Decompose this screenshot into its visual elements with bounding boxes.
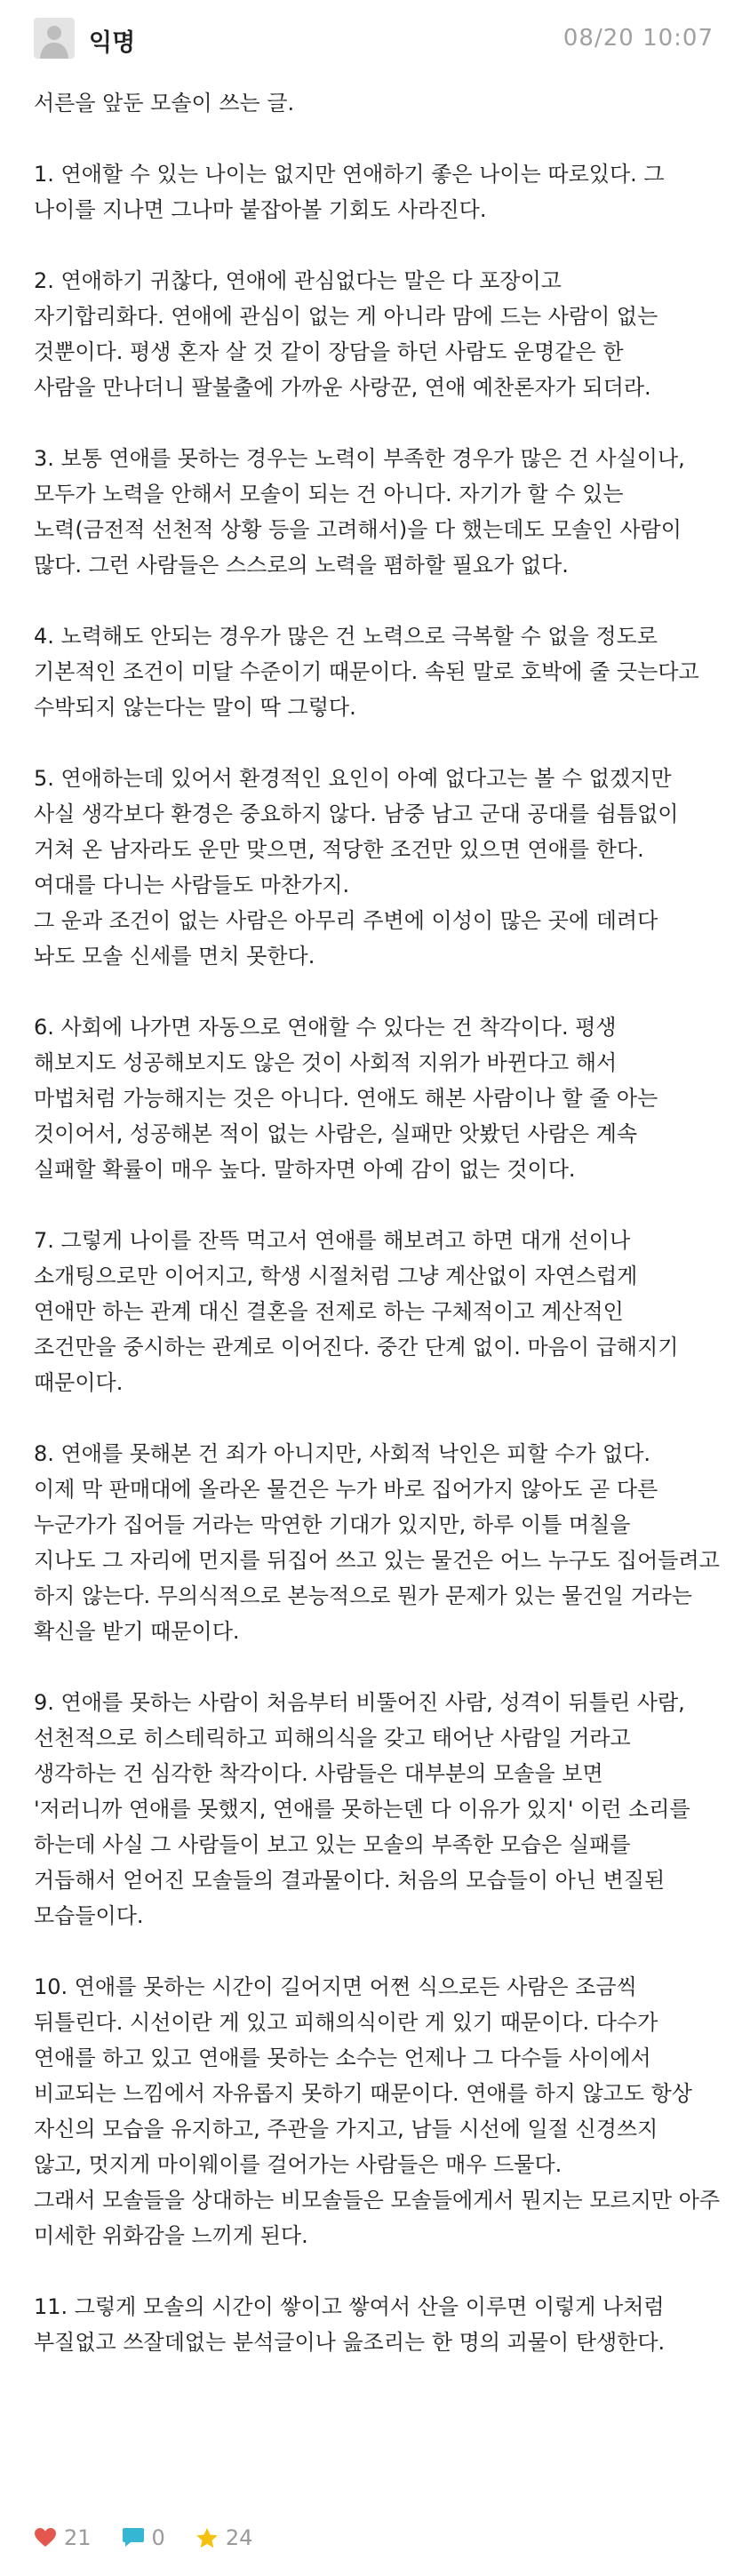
post-text-line: '저러니까 연애를 못했지, 연애를 못하는덴 다 이유가 있지' 이런 소리를 (34, 1797, 690, 1822)
post-text-line: 연애를 하고 있고 연애를 못하는 소수는 언제나 그 다수들 사이에서 (34, 2046, 651, 2070)
post-text-line: 그래서 모솔들을 상대하는 비모솔들은 모솔들에게서 뭔지는 모르지만 아주 (34, 2188, 721, 2213)
post-text-line: 사람을 만나더니 팔불출에 가까운 사랑꾼, 연애 예찬론자가 되더라. (34, 375, 651, 400)
post-text-line: 생각하는 건 심각한 착각이다. 사람들은 대부분의 모솔을 보면 (34, 1761, 603, 1786)
author-name: 익명 (89, 29, 136, 57)
post-text-line: 기본적인 조건이 미달 수준이기 때문이다. 속된 말로 호박에 줄 긋는다고 (34, 659, 699, 684)
post-text-line: 1. 연애할 수 있는 나이는 없지만 연애하기 좋은 나이는 따로있다. 그 (34, 162, 665, 187)
post-paragraph (34, 1436, 718, 1649)
post-text-line: 사실 생각보다 환경은 중요하지 않다. 남중 남고 군대 공대를 쉼틈없이 (34, 802, 679, 826)
post-text-line: 선천적으로 히스테릭하고 피해의식을 갖고 태어난 사람일 거라고 (34, 1726, 631, 1751)
post-text-line: 마법처럼 가능해지는 것은 아니다. 연애도 해본 사람이나 할 줄 아는 (34, 1086, 658, 1111)
post-text-line: 연애만 하는 관계 대신 결혼을 전제로 하는 구체적이고 계산적인 (34, 1299, 624, 1324)
post-text-line: 6. 사회에 나가면 자동으로 연애할 수 있다는 건 착각이다. 평생 (34, 1015, 617, 1040)
post-paragraph (34, 85, 718, 121)
post-paragraph (34, 1009, 718, 1187)
post-text-line: 11. 그렇게 모솔의 시간이 쌓이고 쌓여서 산을 이루면 이렇게 나처럼 (34, 2294, 665, 2319)
post-text-line: 하지 않는다. 무의식적으로 본능적으로 뭔가 문제가 있는 물건일 거라는 (34, 1583, 692, 1608)
post-text-line: 3. 보통 연애를 못하는 경우는 노력이 부족한 경우가 많은 건 사실이나, (34, 446, 685, 471)
post-text-line: 않고, 멋지게 마이웨이를 걸어가는 사람들은 매우 드물다. (34, 2152, 562, 2177)
user-silhouette-icon (34, 18, 75, 59)
scrap-count: 24 (225, 2525, 253, 2550)
post-text-line: 이제 막 판매대에 올라온 물건은 누가 바로 집어가지 않아도 곧 다른 (34, 1477, 658, 1502)
post-text-line: 지나도 그 자리에 먼지를 뒤집어 쓰고 있는 물건은 어느 누구도 집어들려고 (34, 1548, 720, 1573)
post-text-line: 거쳐 온 남자라도 운만 맞으면, 적당한 조건만 있으면 연애를 한다. (34, 837, 644, 862)
post-text-line: 10. 연애를 못하는 시간이 길어지면 어쩐 식으로든 사람은 조금씩 (34, 1974, 637, 1999)
post-text-line: 모습들이다. (34, 1903, 144, 1928)
post-text-line: 것뿐이다. 평생 혼자 살 것 같이 장담을 하던 사람도 운명같은 한 (34, 339, 624, 364)
post-text-line: 것이어서, 성공해본 적이 없는 사람은, 실패만 앗봤던 사람은 계속 (34, 1121, 638, 1146)
avatar (34, 18, 75, 59)
post-timestamp: 08/20 10:07 (562, 25, 714, 52)
post-header (0, 0, 742, 84)
post-text-line: 부질없고 쓰잘데없는 분석글이나 읊조리는 한 명의 괴물이 탄생한다. (34, 2330, 666, 2355)
heart-icon (34, 2527, 57, 2548)
post-text-line: 실패할 확률이 매우 높다. 말하자면 아예 감이 없는 것이다. (34, 1157, 576, 1182)
scrap-button[interactable] (195, 2525, 253, 2550)
post-text-line: 누군가가 집어들 거라는 막연한 기대가 있지만, 하루 이틀 며칠을 (34, 1512, 631, 1537)
post-text-line: 그 운과 조건이 없는 사람은 아무리 주변에 이성이 많은 곳에 데려다 (34, 908, 658, 933)
post-paragraph (34, 1223, 718, 1400)
comment-button[interactable] (122, 2525, 165, 2550)
comment-count: 0 (151, 2525, 165, 2550)
post-paragraph (34, 263, 718, 405)
post-text-line: 5. 연애하는데 있어서 환경적인 요인이 아예 없다고는 볼 수 없겠지만 (34, 766, 672, 791)
post-text-line: 나이를 지나면 그나마 붙잡아볼 기회도 사라진다. (34, 197, 487, 222)
post-text-line: 4. 노력해도 안되는 경우가 많은 건 노력으로 극복할 수 없을 정도로 (34, 624, 658, 649)
post-text-line: 거듭해서 얻어진 모솔들의 결과물이다. 처음의 모습들이 아닌 변질된 (34, 1868, 666, 1893)
post-text-line: 때문이다. (34, 1370, 124, 1395)
post-text-line: 비교되는 느낌에서 자유롭지 못하기 때문이다. 연애를 하지 않고도 항상 (34, 2081, 692, 2106)
post-actions (34, 2520, 283, 2556)
post-text-line: 해보지도 성공해보지도 않은 것이 사회적 지위가 바뀐다고 해서 (34, 1050, 618, 1075)
post-text-line: 많다. 그런 사람들은 스스로의 노력을 폄하할 필요가 없다. (34, 553, 569, 578)
post-paragraph (34, 761, 718, 974)
post-paragraph (34, 441, 718, 583)
post-text-line: 여대를 다니는 사람들도 마찬가지. (34, 873, 350, 897)
post-paragraph (34, 618, 718, 725)
post-text-line: 소개팅으로만 이어지고, 학생 시절처럼 그냥 계산없이 자연스럽게 (34, 1264, 638, 1288)
post-paragraph (34, 1969, 721, 2253)
post-text-line: 확신을 받기 때문이다. (34, 1619, 240, 1644)
post-paragraph (34, 156, 718, 227)
post-text-line: 9. 연애를 못하는 사람이 처음부터 비뚤어진 사람, 성격이 뒤틀린 사람, (34, 1690, 685, 1715)
post-text-line: 뒤틀린다. 시선이란 게 있고 피해의식이란 게 있기 때문이다. 다수가 (34, 2010, 658, 2035)
post-text-line: 2. 연애하기 귀찮다, 연애에 관심없다는 말은 다 포장이고 (34, 268, 562, 293)
post-text-line: 서른을 앞둔 모솔이 쓰는 글. (34, 91, 295, 116)
post-text-line: 하는데 사실 그 사람들이 보고 있는 모솔의 부족한 모습은 실패를 (34, 1832, 631, 1857)
post-text-line: 놔도 모솔 신세를 면치 못한다. (34, 944, 315, 969)
post-paragraph (34, 2289, 718, 2360)
post-text-line: 미세한 위화감을 느끼게 된다. (34, 2223, 308, 2248)
post-text-line: 모두가 노력을 안해서 모솔이 되는 건 아니다. 자기가 할 수 있는 (34, 482, 624, 506)
post-text-line: 노력(금전적 선천적 상황 등을 고려해서)을 다 했는데도 모솔인 사람이 (34, 517, 682, 542)
post-body (34, 85, 721, 2396)
post-text-line: 자기합리화다. 연애에 관심이 없는 게 아니라 맘에 드는 사람이 없는 (34, 304, 658, 329)
like-button[interactable] (34, 2525, 92, 2550)
comment-icon (122, 2527, 145, 2548)
like-count: 21 (64, 2525, 92, 2550)
post-text-line: 조건만을 중시하는 관계로 이어진다. 중간 단계 없이. 마음이 급해지기 (34, 1335, 679, 1360)
post-text-line: 수박되지 않는다는 말이 딱 그렇다. (34, 695, 356, 720)
post-paragraph (34, 1685, 718, 1934)
post-text-line: 8. 연애를 못해본 건 죄가 아니지만, 사회적 낙인은 피할 수가 없다. (34, 1441, 651, 1466)
post-text-line: 자신의 모습을 유지하고, 주관을 가지고, 남들 시선에 일절 신경쓰지 (34, 2117, 658, 2141)
star-icon (195, 2527, 219, 2549)
post-text-line: 7. 그렇게 나이를 잔뜩 먹고서 연애를 해보려고 하면 대개 선이나 (34, 1228, 631, 1253)
